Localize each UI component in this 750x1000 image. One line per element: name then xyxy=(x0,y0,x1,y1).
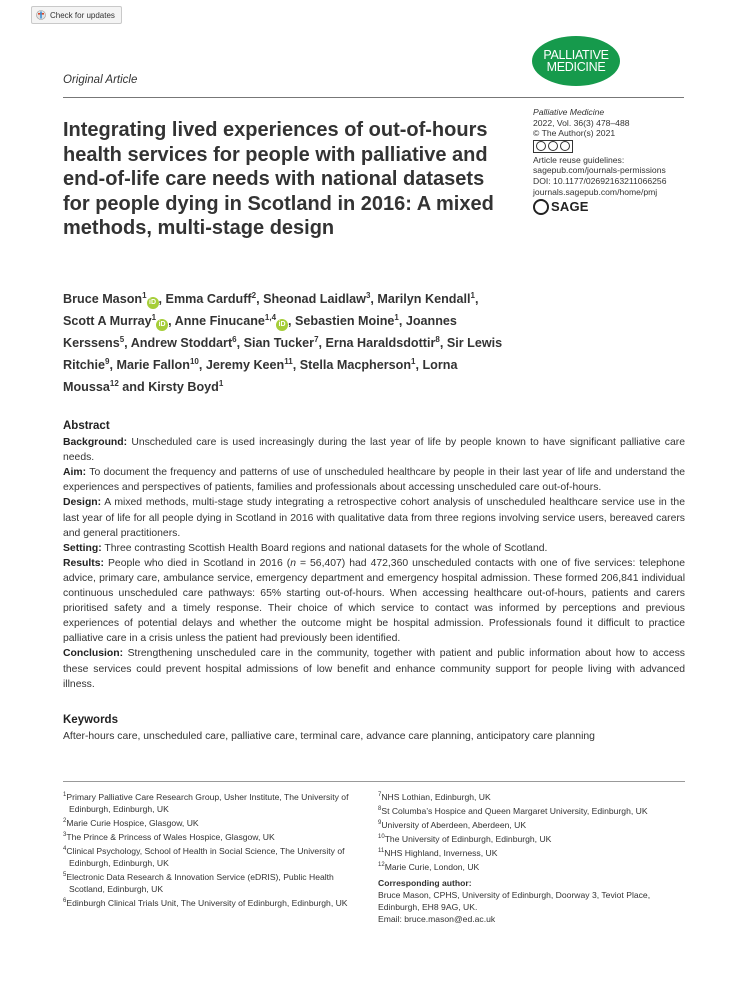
copyright: © The Author(s) 2021 xyxy=(533,128,616,139)
publisher-name: SAGE xyxy=(551,198,589,214)
orcid-icon[interactable]: iD xyxy=(156,319,168,331)
author-affiliation-number: 1 xyxy=(394,313,399,323)
creative-commons-icon[interactable] xyxy=(533,140,573,153)
abstract-background: Background: Unscheduled care is used increasingly during the last year of life by people known to have significant palliative care needs. xyxy=(63,437,686,464)
affiliation-item: $^3$The Prince & Princess of Wales Hospice, Glasgow, UK xyxy=(63,831,275,842)
journal-link[interactable]: journals.sagepub.com/home/pmj xyxy=(533,186,658,197)
author-name[interactable]: Joannes Kerssens xyxy=(63,314,457,351)
affiliation-item: $^1$Primary Palliative Care Research Group, Usher Institute, The University of Edinburgh, Edinburgh, UK xyxy=(63,791,349,814)
affiliation-item: $^5$Electronic Data Research & Innovation Service (eDRIS), Public Health Scotland, Edinburgh, UK xyxy=(63,871,334,894)
abstract-heading: Abstract xyxy=(63,420,110,432)
author-affiliation-number: 2 xyxy=(251,291,257,300)
author-affiliation-number: 3 xyxy=(365,291,371,300)
affiliation-item: $^{11}$NHS Highland, Inverness, UK xyxy=(378,847,498,858)
corresponding-email[interactable]: Email: bruce.mason@ed.ac.uk xyxy=(378,914,496,924)
author-name[interactable]: Erna Haraldsdottir xyxy=(325,336,436,351)
abstract-conclusion: Conclusion: Strengthening unscheduled care in the community, together with patient and public information about how to access these services could prevent hospital admissions of low benefit and enhance community support for people living with advanced illness. xyxy=(63,648,685,690)
author-name[interactable]: Marie Fallon xyxy=(116,358,190,373)
affiliation-item: $^4$Clinical Psychology, School of Health in Social Science, The University of Edinburgh, Edinburgh, UK xyxy=(63,845,345,868)
abstract-design: Design: A mixed methods, multi-stage study integrating a retrospective cohort analysis of unscheduled healthcare service use in the last year of life for all people dying in Scotland in 2016 with qualitative data from three regions involving service users, bereaved carers and general practitioners. xyxy=(63,497,685,539)
author-affiliation-number: 10 xyxy=(189,357,199,367)
reuse-link[interactable]: sagepub.com/journals-permissions xyxy=(533,165,666,176)
author-affiliation-number: 7 xyxy=(314,335,319,345)
author-affiliation-number: 6 xyxy=(232,335,237,345)
logo-line-2: MEDICINE xyxy=(546,60,606,74)
abstract xyxy=(63,419,685,692)
abstract-results: Results: People who died in Scotland in 2016 (n = 56,407) had 472,360 unscheduled contacts with one of five services: telephone advice, primary care, ambulance service, emergency department and emergency hospital admission. These formed 206,841 individual continuous unscheduled care pathways: 65% starting out-of-hours. When accessing healthcare out-of-hours, patients and carers prioritised safety and a timely response. Their choice of which service to contact was informed by perceptions and previous experiences of potential delays and whether the outcome might be hospital admission. Professionals found it difficult to practice palliative care in a crisis unless the patient had previously been identified. xyxy=(63,557,685,645)
author-name[interactable]: Sir Lewis Ritchie xyxy=(63,336,503,373)
affiliations-right xyxy=(378,789,688,925)
check-updates-label: Check for updates xyxy=(50,10,115,20)
article-title: Integrating lived experiences of out-of-hours health services for people with palliative and end-of-life care needs with national datasets for people dying in Scotland in 2016: A mixed methods, multi-stage design xyxy=(63,119,494,240)
author-name[interactable]: Stella Macpherson xyxy=(299,358,412,373)
reuse-label: Article reuse guidelines: xyxy=(533,154,625,165)
author-name[interactable]: Sebastien Moine xyxy=(295,314,395,329)
orcid-icon[interactable]: iD xyxy=(276,319,288,331)
corresponding-heading: Corresponding author: xyxy=(378,877,472,888)
author-name[interactable]: Scott A Murray xyxy=(63,314,152,329)
crossmark-icon xyxy=(36,10,46,20)
author-affiliation-number: 1,4 xyxy=(264,313,277,323)
affiliation-item: $^9$University of Aberdeen, Aberdeen, UK xyxy=(378,819,527,830)
journal-name: Palliative Medicine xyxy=(533,107,605,117)
doi[interactable]: DOI: 10.1177/02692163211066256 xyxy=(533,175,667,186)
affiliation-item: $^{10}$The University of Edinburgh, Edinburgh, UK xyxy=(378,833,552,844)
abstract-aim: Aim: To document the frequency and patterns of use of unscheduled healthcare by people in their last year of life and understand the experiences and perspectives of patients, families and professionals about accessing unscheduled care out-of-hours. xyxy=(63,467,685,494)
orcid-icon[interactable]: iD xyxy=(147,297,159,309)
author-name[interactable]: Emma Carduff xyxy=(165,292,252,307)
author-affiliation-number: 8 xyxy=(435,335,440,345)
article-type: Original Article xyxy=(63,74,138,86)
author-name[interactable]: Kirsty Boyd xyxy=(148,379,219,394)
author-name[interactable]: Sheonad Laidlaw xyxy=(263,292,366,307)
volume-info: 2022, Vol. 36(3) 478–488 xyxy=(533,117,630,128)
affiliation-item: $^{12}$Marie Curie, London, UK xyxy=(378,861,480,872)
author-list: Bruce Mason$^1$iD , Emma Carduff$^2$, Sheonad Laidlaw$^3$, Marilyn Kendall$^1$, Scott A Murray$^1$iD , Anne Finucane$^{1,4}$iD , Sebastien Moine$^1$, Joannes Kerssens$^5$, Andrew Stoddart$^6$, Sian Tucker$^7$, Erna Haraldsdottir$^8$, Sir Lewis Ritchie$^9$, Marie Fallon$^{10}$, Jeremy Keen$^{11}$, Stella Macpherson$^1$, Lorna Moussa$^{12}$ and Kirsty Boyd$^1$ xyxy=(63,291,503,394)
author-affiliation-number: 5 xyxy=(119,335,125,345)
author-name[interactable]: Jeremy Keen xyxy=(205,358,285,373)
footer-divider xyxy=(63,781,685,782)
author-affiliation-number: 1 xyxy=(470,291,475,300)
author-name[interactable]: Bruce Mason xyxy=(63,292,143,307)
author-affiliation-number: 1 xyxy=(411,357,416,367)
keywords-heading: Keywords xyxy=(63,714,118,726)
author-affiliation-number: 9 xyxy=(105,357,110,367)
author-affiliation-number: 1 xyxy=(151,313,157,323)
header-divider xyxy=(63,97,684,98)
author-name[interactable]: Sian Tucker xyxy=(243,336,315,351)
author-name[interactable]: Anne Finucane xyxy=(174,314,265,329)
author-name[interactable]: Marilyn Kendall xyxy=(377,292,471,307)
logo-line-1: PALLIATIVE xyxy=(543,48,609,62)
author-affiliation-number: 11 xyxy=(284,357,293,367)
affiliation-item: $^8$St Columba’s Hospice and Queen Margaret University, Edinburgh, UK xyxy=(378,805,648,816)
author-affiliation-number: 1 xyxy=(142,291,147,300)
abstract-setting: Setting: Three contrasting Scottish Health Board regions and national datasets for the whole of Scotland. xyxy=(63,542,548,554)
affiliation-item: $^2$Marie Curie Hospice, Glasgow, UK xyxy=(63,817,199,828)
publisher-logo xyxy=(533,199,713,215)
affiliation-item: $^7$NHS Lothian, Edinburgh, UK xyxy=(378,791,491,802)
check-for-updates-button[interactable] xyxy=(31,6,122,24)
affiliation-item: $^6$Edinburgh Clinical Trials Unit, The University of Edinburgh, Edinburgh, UK xyxy=(63,897,348,908)
author-affiliation-number: 1 xyxy=(218,378,224,388)
author-name[interactable]: Andrew Stoddart xyxy=(130,336,233,351)
affiliations-left xyxy=(63,789,363,909)
keywords-text: After-hours care, unscheduled care, palliative care, terminal care, advance care planning, anticipatory care planning xyxy=(63,731,595,742)
sage-logo-icon xyxy=(533,199,549,215)
author-affiliation-number: 12 xyxy=(109,378,119,388)
journal-meta xyxy=(533,107,713,215)
corresponding-address: Bruce Mason, CPHS, University of Edinburgh, Doorway 3, Teviot Place, Edinburgh, EH8 9AG, UK. xyxy=(378,889,651,912)
journal-logo[interactable] xyxy=(532,36,620,86)
author-name[interactable]: Lorna Moussa xyxy=(63,358,458,394)
keywords xyxy=(63,713,685,744)
